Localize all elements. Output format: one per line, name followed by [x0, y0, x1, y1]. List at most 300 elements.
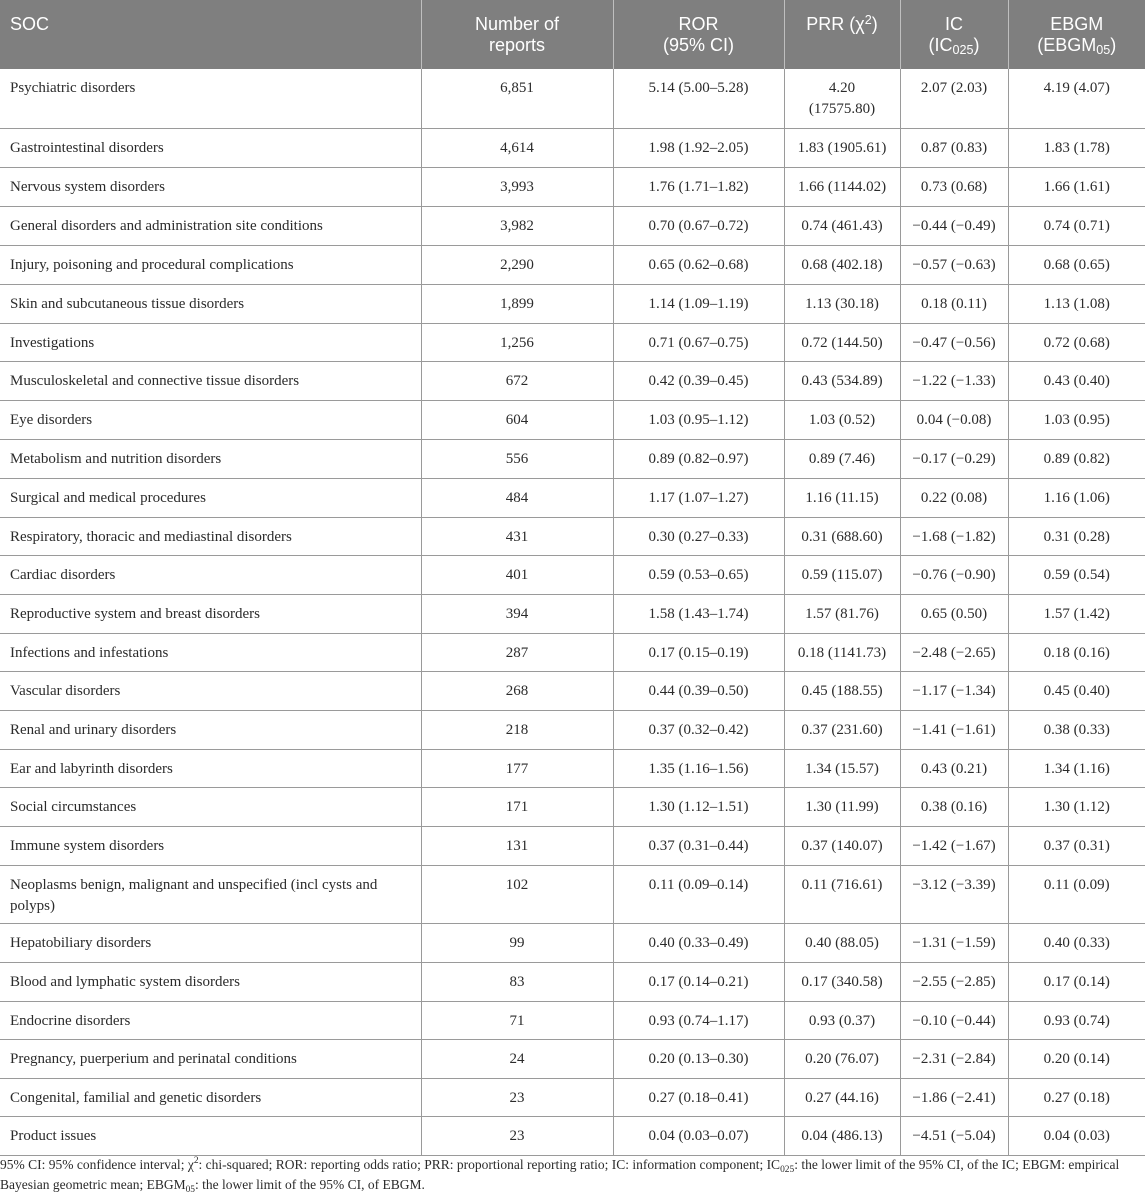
- cell-ror: [613, 128, 784, 167]
- cell-number-of-reports-text: 556: [505, 450, 529, 467]
- cell-soc: [0, 361, 421, 400]
- cell-ror: [613, 555, 784, 594]
- cell-soc-text: Social circumstances: [10, 798, 137, 815]
- cell-number-of-reports: [421, 555, 613, 594]
- table-row: [0, 206, 1145, 245]
- cell-prr: [784, 245, 900, 284]
- cell-ror-text: 0.37 (0.31–0.44): [648, 837, 749, 854]
- cell-soc-text: Pregnancy, puerperium and perinatal conditions: [10, 1050, 297, 1067]
- header-ebgm: EBGM $(EBGM_{05})$: [1008, 0, 1145, 69]
- cell-prr: [784, 1001, 900, 1039]
- cell-ror-text: 0.37 (0.32–0.42): [648, 721, 749, 738]
- cell-number-of-reports: [421, 1116, 613, 1155]
- cell-ror-text: 1.17 (1.07–1.27): [648, 489, 749, 506]
- cell-ic: [900, 710, 1008, 749]
- table-row: [0, 962, 1145, 1001]
- cell-number-of-reports-text: 431: [505, 528, 529, 545]
- cell-ic-text: −0.57 (−0.63): [912, 256, 996, 273]
- header-ic: IC $(IC_{025})$: [900, 0, 1008, 69]
- cell-ebgm: [1008, 1001, 1145, 1039]
- cell-ebgm-text: 1.03 (0.95): [1043, 411, 1110, 428]
- cell-ebgm: [1008, 1116, 1145, 1155]
- cell-soc: [0, 1039, 421, 1078]
- cell-ebgm: [1008, 128, 1145, 167]
- table-row: [0, 671, 1145, 710]
- table-row: [0, 1078, 1145, 1116]
- cell-ic-text: 2.07 (2.03): [920, 80, 988, 96]
- cell-ebgm-text: 1.66 (1.61): [1043, 178, 1110, 195]
- cell-ic: [900, 633, 1008, 671]
- cell-soc: [0, 962, 421, 1001]
- cell-soc: [0, 1116, 421, 1155]
- cell-soc: [0, 128, 421, 167]
- cell-number-of-reports-text: 394: [505, 605, 529, 622]
- cell-prr: [784, 923, 900, 962]
- cell-ebgm-text: 1.83 (1.78): [1043, 139, 1110, 156]
- cell-ebgm-text: 0.59 (0.54): [1043, 566, 1110, 583]
- cell-ror-text: 1.03 (0.95–1.12): [648, 411, 749, 428]
- cell-ebgm-text: 1.13 (1.08): [1043, 295, 1110, 312]
- cell-prr: [784, 555, 900, 594]
- cell-soc-text: Gastrointestinal disorders: [10, 139, 164, 156]
- cell-ebgm: [1008, 826, 1145, 865]
- cell-number-of-reports: [421, 400, 613, 439]
- cell-ebgm: [1008, 206, 1145, 245]
- cell-ror-text: 0.20 (0.13–0.30): [648, 1050, 749, 1067]
- cell-ic-text: −1.86 (−2.41): [912, 1089, 996, 1106]
- cell-ror-text: 0.89 (0.82–0.97): [648, 450, 749, 467]
- cell-number-of-reports: [421, 361, 613, 400]
- cell-ic-text: −3.12 (−3.39): [912, 876, 996, 893]
- cell-prr: [784, 167, 900, 206]
- cell-ic-text: 0.38 (0.16): [920, 798, 988, 815]
- cell-ebgm-text: 0.89 (0.82): [1043, 450, 1110, 467]
- cell-ror: [613, 962, 784, 1001]
- cell-ebgm-text: 0.43 (0.40): [1043, 372, 1110, 389]
- cell-soc-text: Nervous system disorders: [10, 178, 165, 195]
- cell-soc: [0, 517, 421, 555]
- cell-ror-text: 0.17 (0.14–0.21): [648, 973, 749, 990]
- cell-ror: [613, 787, 784, 826]
- cell-number-of-reports-text: 2,290: [500, 256, 534, 273]
- cell-ror: [613, 478, 784, 517]
- cell-number-of-reports-text: 83: [509, 973, 525, 990]
- cell-prr: [784, 323, 900, 361]
- cell-soc-text: General disorders and administration site conditions: [10, 217, 323, 234]
- table-row: [0, 128, 1145, 167]
- table-row: [0, 1116, 1145, 1155]
- cell-ebgm-text: 0.18 (0.16): [1043, 644, 1110, 661]
- cell-soc: [0, 69, 421, 128]
- cell-ic: [900, 923, 1008, 962]
- cell-ebgm: [1008, 710, 1145, 749]
- cell-ebgm-text: 0.04 (0.03): [1043, 1127, 1110, 1144]
- header-ror: ROR (95% CI): [613, 0, 784, 69]
- cell-number-of-reports-text: 71: [509, 1012, 525, 1029]
- cell-soc-text: Product issues: [10, 1127, 97, 1144]
- cell-number-of-reports: [421, 826, 613, 865]
- cell-soc: [0, 865, 421, 923]
- header-prr: PRR $(\chi^2)$: [784, 0, 900, 69]
- cell-ror: [613, 749, 784, 787]
- cell-number-of-reports: [421, 284, 613, 323]
- cell-number-of-reports: [421, 69, 613, 128]
- table-row: [0, 478, 1145, 517]
- cell-ic-text: 0.18 (0.11): [921, 295, 987, 312]
- cell-ebgm-text: 1.34 (1.16): [1043, 760, 1110, 777]
- cell-prr-text: 1.57 (81.76): [805, 605, 879, 622]
- cell-soc-text: Skin and subcutaneous tissue disorders: [10, 295, 245, 312]
- cell-ic: [900, 400, 1008, 439]
- table-header-row: [0, 0, 1145, 69]
- cell-ic-text: 0.73 (0.68): [920, 178, 988, 195]
- cell-ror: [613, 439, 784, 478]
- cell-prr: [784, 1039, 900, 1078]
- cell-ic: [900, 284, 1008, 323]
- cell-ror-text: 1.35 (1.16–1.56): [648, 760, 749, 777]
- cell-soc-text: Congenital, familial and genetic disorders: [10, 1089, 262, 1106]
- cell-ic: [900, 245, 1008, 284]
- cell-prr: [784, 128, 900, 167]
- cell-prr-text: 0.11 (716.61): [801, 876, 883, 893]
- cell-prr: [784, 284, 900, 323]
- cell-prr: [784, 69, 900, 128]
- cell-prr-text: 0.89 (7.46): [808, 450, 876, 467]
- cell-prr-text: 0.74 (461.43): [801, 217, 883, 234]
- cell-soc-text: Investigations: [10, 334, 95, 351]
- cell-soc-text: Infections and infestations: [10, 644, 169, 661]
- cell-ebgm-text: 0.45 (0.40): [1043, 682, 1110, 699]
- cell-ic: [900, 478, 1008, 517]
- cell-ic: [900, 787, 1008, 826]
- cell-ic-text: 0.87 (0.83): [920, 139, 988, 156]
- cell-ebgm: [1008, 400, 1145, 439]
- cell-prr: [784, 962, 900, 1001]
- cell-ic: [900, 865, 1008, 923]
- cell-ic: [900, 167, 1008, 206]
- cell-ic-text: −2.55 (−2.85): [912, 973, 996, 990]
- cell-ebgm: [1008, 439, 1145, 478]
- cell-ebgm-text: 0.31 (0.28): [1043, 528, 1110, 545]
- cell-ebgm: [1008, 555, 1145, 594]
- cell-number-of-reports-text: 23: [509, 1127, 525, 1144]
- cell-soc-text: Neoplasms benign, malignant and unspecified (incl cysts and polyps): [10, 876, 378, 914]
- cell-ic: [900, 1078, 1008, 1116]
- table-row: [0, 1039, 1145, 1078]
- cell-prr: [784, 710, 900, 749]
- cell-ror: [613, 206, 784, 245]
- table-row: [0, 594, 1145, 633]
- cell-ror: [613, 517, 784, 555]
- cell-ic: [900, 1001, 1008, 1039]
- cell-prr: [784, 633, 900, 671]
- cell-soc: [0, 594, 421, 633]
- cell-soc: [0, 710, 421, 749]
- cell-number-of-reports-text: 99: [509, 934, 525, 951]
- cell-ror: [613, 1039, 784, 1078]
- cell-ic-text: 0.65 (0.50): [920, 605, 988, 622]
- table-row: [0, 826, 1145, 865]
- cell-ror-text: 0.17 (0.15–0.19): [648, 644, 749, 661]
- cell-ic-text: −0.76 (−0.90): [912, 566, 996, 583]
- cell-ic-text: −2.48 (−2.65): [912, 644, 996, 661]
- cell-ic: [900, 594, 1008, 633]
- table-row: [0, 787, 1145, 826]
- cell-prr-text: 0.04 (486.13): [801, 1127, 883, 1144]
- cell-soc-text: Surgical and medical procedures: [10, 489, 206, 506]
- cell-ebgm: [1008, 361, 1145, 400]
- cell-prr-text: 1.34 (15.57): [805, 760, 879, 777]
- cell-soc: [0, 749, 421, 787]
- cell-soc-text: Cardiac disorders: [10, 566, 116, 583]
- cell-ror-text: 0.11 (0.09–0.14): [648, 876, 749, 893]
- cell-ebgm-text: 0.20 (0.14): [1043, 1050, 1110, 1067]
- cell-ic: [900, 361, 1008, 400]
- table-row: [0, 69, 1145, 128]
- cell-number-of-reports-text: 3,993: [500, 178, 534, 195]
- table-row: [0, 323, 1145, 361]
- cell-soc: [0, 400, 421, 439]
- cell-ic: [900, 826, 1008, 865]
- cell-prr: [784, 1078, 900, 1116]
- cell-soc: [0, 439, 421, 478]
- cell-soc-text: Endocrine disorders: [10, 1012, 131, 1029]
- cell-soc: [0, 1078, 421, 1116]
- cell-ror-text: 0.65 (0.62–0.68): [648, 256, 749, 273]
- cell-soc: [0, 245, 421, 284]
- cell-soc-text: Injury, poisoning and procedural complications: [10, 256, 294, 273]
- cell-ebgm: [1008, 517, 1145, 555]
- cell-number-of-reports-text: 131: [505, 837, 529, 854]
- cell-prr-text: 0.27 (44.16): [805, 1089, 879, 1106]
- cell-ic-text: 0.43 (0.21): [920, 760, 988, 777]
- cell-ror-text: 0.04 (0.03–0.07): [648, 1127, 749, 1144]
- cell-soc-text: Metabolism and nutrition disorders: [10, 450, 222, 467]
- cell-ebgm-text: 0.93 (0.74): [1043, 1012, 1110, 1029]
- cell-ror: [613, 633, 784, 671]
- cell-ebgm: [1008, 1078, 1145, 1116]
- cell-ror: [613, 671, 784, 710]
- cell-ebgm: [1008, 923, 1145, 962]
- table-row: [0, 710, 1145, 749]
- cell-prr-text: 1.13 (30.18): [805, 295, 879, 312]
- cell-soc: [0, 478, 421, 517]
- table-row: [0, 439, 1145, 478]
- cell-soc: [0, 1001, 421, 1039]
- cell-ror-text: 0.93 (0.74–1.17): [648, 1012, 749, 1029]
- table-row: [0, 633, 1145, 671]
- cell-soc-text: Ear and labyrinth disorders: [10, 760, 173, 777]
- cell-ror: [613, 284, 784, 323]
- cell-number-of-reports-text: 401: [505, 566, 529, 583]
- cell-number-of-reports: [421, 962, 613, 1001]
- cell-prr: [784, 361, 900, 400]
- cell-soc: [0, 323, 421, 361]
- cell-prr-text: 0.31 (688.60): [801, 528, 883, 545]
- cell-soc: [0, 923, 421, 962]
- table-row: [0, 1001, 1145, 1039]
- cell-ror-text: 0.59 (0.53–0.65): [648, 566, 749, 583]
- cell-ror: [613, 923, 784, 962]
- cell-number-of-reports: [421, 1001, 613, 1039]
- cell-ror: [613, 710, 784, 749]
- cell-number-of-reports: [421, 128, 613, 167]
- cell-prr-text: 0.59 (115.07): [801, 566, 883, 583]
- cell-prr-text: 0.37 (140.07): [801, 837, 883, 854]
- cell-number-of-reports-text: 102: [505, 876, 529, 893]
- cell-ic: [900, 128, 1008, 167]
- cell-prr: [784, 826, 900, 865]
- cell-prr: [784, 517, 900, 555]
- cell-ebgm: [1008, 323, 1145, 361]
- cell-ic-text: −4.51 (−5.04): [912, 1127, 996, 1144]
- cell-ror-text: 1.58 (1.43–1.74): [648, 605, 749, 622]
- cell-ebgm-text: 0.74 (0.71): [1043, 217, 1110, 234]
- cell-number-of-reports: [421, 865, 613, 923]
- cell-ror: [613, 1116, 784, 1155]
- cell-ic: [900, 323, 1008, 361]
- cell-ror: [613, 167, 784, 206]
- cell-ebgm: [1008, 749, 1145, 787]
- cell-number-of-reports-text: 268: [505, 682, 529, 699]
- cell-ebgm-text: 0.17 (0.14): [1043, 973, 1110, 990]
- cell-number-of-reports: [421, 478, 613, 517]
- cell-ror-text: 0.71 (0.67–0.75): [648, 334, 749, 351]
- cell-ic: [900, 69, 1008, 128]
- cell-prr-text: 1.30 (11.99): [805, 798, 879, 815]
- cell-prr-text: 0.20 (76.07): [805, 1050, 879, 1067]
- cell-prr: [784, 206, 900, 245]
- cell-soc: [0, 671, 421, 710]
- cell-ror: [613, 323, 784, 361]
- cell-ic: [900, 671, 1008, 710]
- cell-soc: [0, 167, 421, 206]
- cell-soc-text: Immune system disorders: [10, 837, 165, 854]
- cell-prr-text: 0.45 (188.55): [801, 682, 883, 699]
- cell-number-of-reports-text: 672: [505, 372, 529, 389]
- cell-ebgm-text: 1.57 (1.42): [1043, 605, 1110, 622]
- cell-prr-text: 0.17 (340.58): [801, 973, 883, 990]
- cell-soc: [0, 633, 421, 671]
- cell-ror-text: 1.14 (1.09–1.19): [648, 295, 749, 312]
- cell-ic-text: −0.10 (−0.44): [912, 1012, 996, 1029]
- cell-prr: [784, 400, 900, 439]
- cell-number-of-reports-text: 1,256: [500, 334, 534, 351]
- cell-number-of-reports: [421, 594, 613, 633]
- cell-soc: [0, 555, 421, 594]
- cell-ebgm: [1008, 1039, 1145, 1078]
- table-row: [0, 284, 1145, 323]
- cell-ic: [900, 206, 1008, 245]
- table-row: [0, 555, 1145, 594]
- cell-ebgm-text: 0.68 (0.65): [1043, 256, 1110, 273]
- cell-number-of-reports: [421, 749, 613, 787]
- cell-number-of-reports: [421, 245, 613, 284]
- cell-soc: [0, 206, 421, 245]
- cell-ebgm-text: 4.19 (4.07): [1043, 80, 1110, 96]
- cell-prr-text: 4.20 (17575.80): [808, 80, 876, 117]
- cell-ic: [900, 439, 1008, 478]
- cell-ebgm-text: 1.16 (1.06): [1043, 489, 1110, 506]
- cell-ebgm: [1008, 865, 1145, 923]
- cell-soc-text: Vascular disorders: [10, 682, 121, 699]
- cell-ebgm: [1008, 787, 1145, 826]
- cell-number-of-reports: [421, 206, 613, 245]
- cell-ror-text: 0.70 (0.67–0.72): [648, 217, 749, 234]
- cell-ic-text: −0.17 (−0.29): [912, 450, 996, 467]
- cell-soc-text: Eye disorders: [10, 411, 93, 428]
- cell-ror: [613, 1001, 784, 1039]
- cell-ror-text: 0.27 (0.18–0.41): [648, 1089, 749, 1106]
- cell-ror-text: 0.30 (0.27–0.33): [648, 528, 749, 545]
- cell-ic-text: −1.41 (−1.61): [912, 721, 996, 738]
- cell-ic-text: −1.31 (−1.59): [912, 934, 996, 951]
- cell-ic-text: −1.68 (−1.82): [912, 528, 996, 545]
- table-row: [0, 245, 1145, 284]
- header-soc: SOC: [0, 0, 421, 69]
- cell-ic-text: −2.31 (−2.84): [912, 1050, 996, 1067]
- cell-ebgm-text: 0.72 (0.68): [1043, 334, 1110, 351]
- cell-prr-text: 0.43 (534.89): [801, 372, 883, 389]
- cell-ebgm-text: 0.38 (0.33): [1043, 721, 1110, 738]
- cell-ic-text: 0.04 (−0.08): [916, 411, 992, 428]
- cell-number-of-reports: [421, 710, 613, 749]
- cell-ror-text: 5.14 (5.00–5.28): [648, 80, 749, 96]
- cell-ror-text: 1.30 (1.12–1.51): [648, 798, 749, 815]
- cell-prr: [784, 787, 900, 826]
- table-row: [0, 749, 1145, 787]
- cell-number-of-reports: [421, 517, 613, 555]
- cell-prr-text: 0.93 (0.37): [808, 1012, 876, 1029]
- cell-ic-text: −1.17 (−1.34): [912, 682, 996, 699]
- cell-ebgm-text: 0.40 (0.33): [1043, 934, 1110, 951]
- cell-ror: [613, 400, 784, 439]
- cell-ic-text: −0.47 (−0.56): [912, 334, 996, 351]
- cell-number-of-reports-text: 177: [505, 760, 529, 777]
- cell-number-of-reports: [421, 1078, 613, 1116]
- cell-ebgm: [1008, 69, 1145, 128]
- table-row: [0, 167, 1145, 206]
- cell-ebgm-text: 1.30 (1.12): [1043, 798, 1110, 815]
- cell-ror: [613, 865, 784, 923]
- cell-ror-text: 0.44 (0.39–0.50): [648, 682, 749, 699]
- cell-ror: [613, 69, 784, 128]
- table-row: [0, 517, 1145, 555]
- cell-number-of-reports: [421, 439, 613, 478]
- cell-soc-text: Musculoskeletal and connective tissue disorders: [10, 372, 300, 389]
- cell-prr: [784, 749, 900, 787]
- cell-number-of-reports: [421, 923, 613, 962]
- table-row: [0, 361, 1145, 400]
- cell-prr-text: 1.03 (0.52): [808, 411, 876, 428]
- cell-ror: [613, 245, 784, 284]
- cell-number-of-reports: [421, 167, 613, 206]
- cell-number-of-reports-text: 3,982: [500, 217, 534, 234]
- cell-prr: [784, 439, 900, 478]
- cell-number-of-reports-text: 24: [509, 1050, 525, 1067]
- cell-prr-text: 0.37 (231.60): [801, 721, 883, 738]
- cell-prr-text: 0.18 (1141.73): [797, 644, 887, 661]
- header-number-of-reports: Number of reports: [421, 0, 613, 69]
- cell-soc-text: Renal and urinary disorders: [10, 721, 177, 738]
- table-row: [0, 923, 1145, 962]
- cell-ic-text: 0.22 (0.08): [920, 489, 988, 506]
- cell-prr: [784, 1116, 900, 1155]
- cell-soc-text: Psychiatric disorders: [10, 80, 136, 96]
- cell-ebgm: [1008, 671, 1145, 710]
- cell-prr: [784, 478, 900, 517]
- cell-soc-text: Respiratory, thoracic and mediastinal disorders: [10, 528, 292, 545]
